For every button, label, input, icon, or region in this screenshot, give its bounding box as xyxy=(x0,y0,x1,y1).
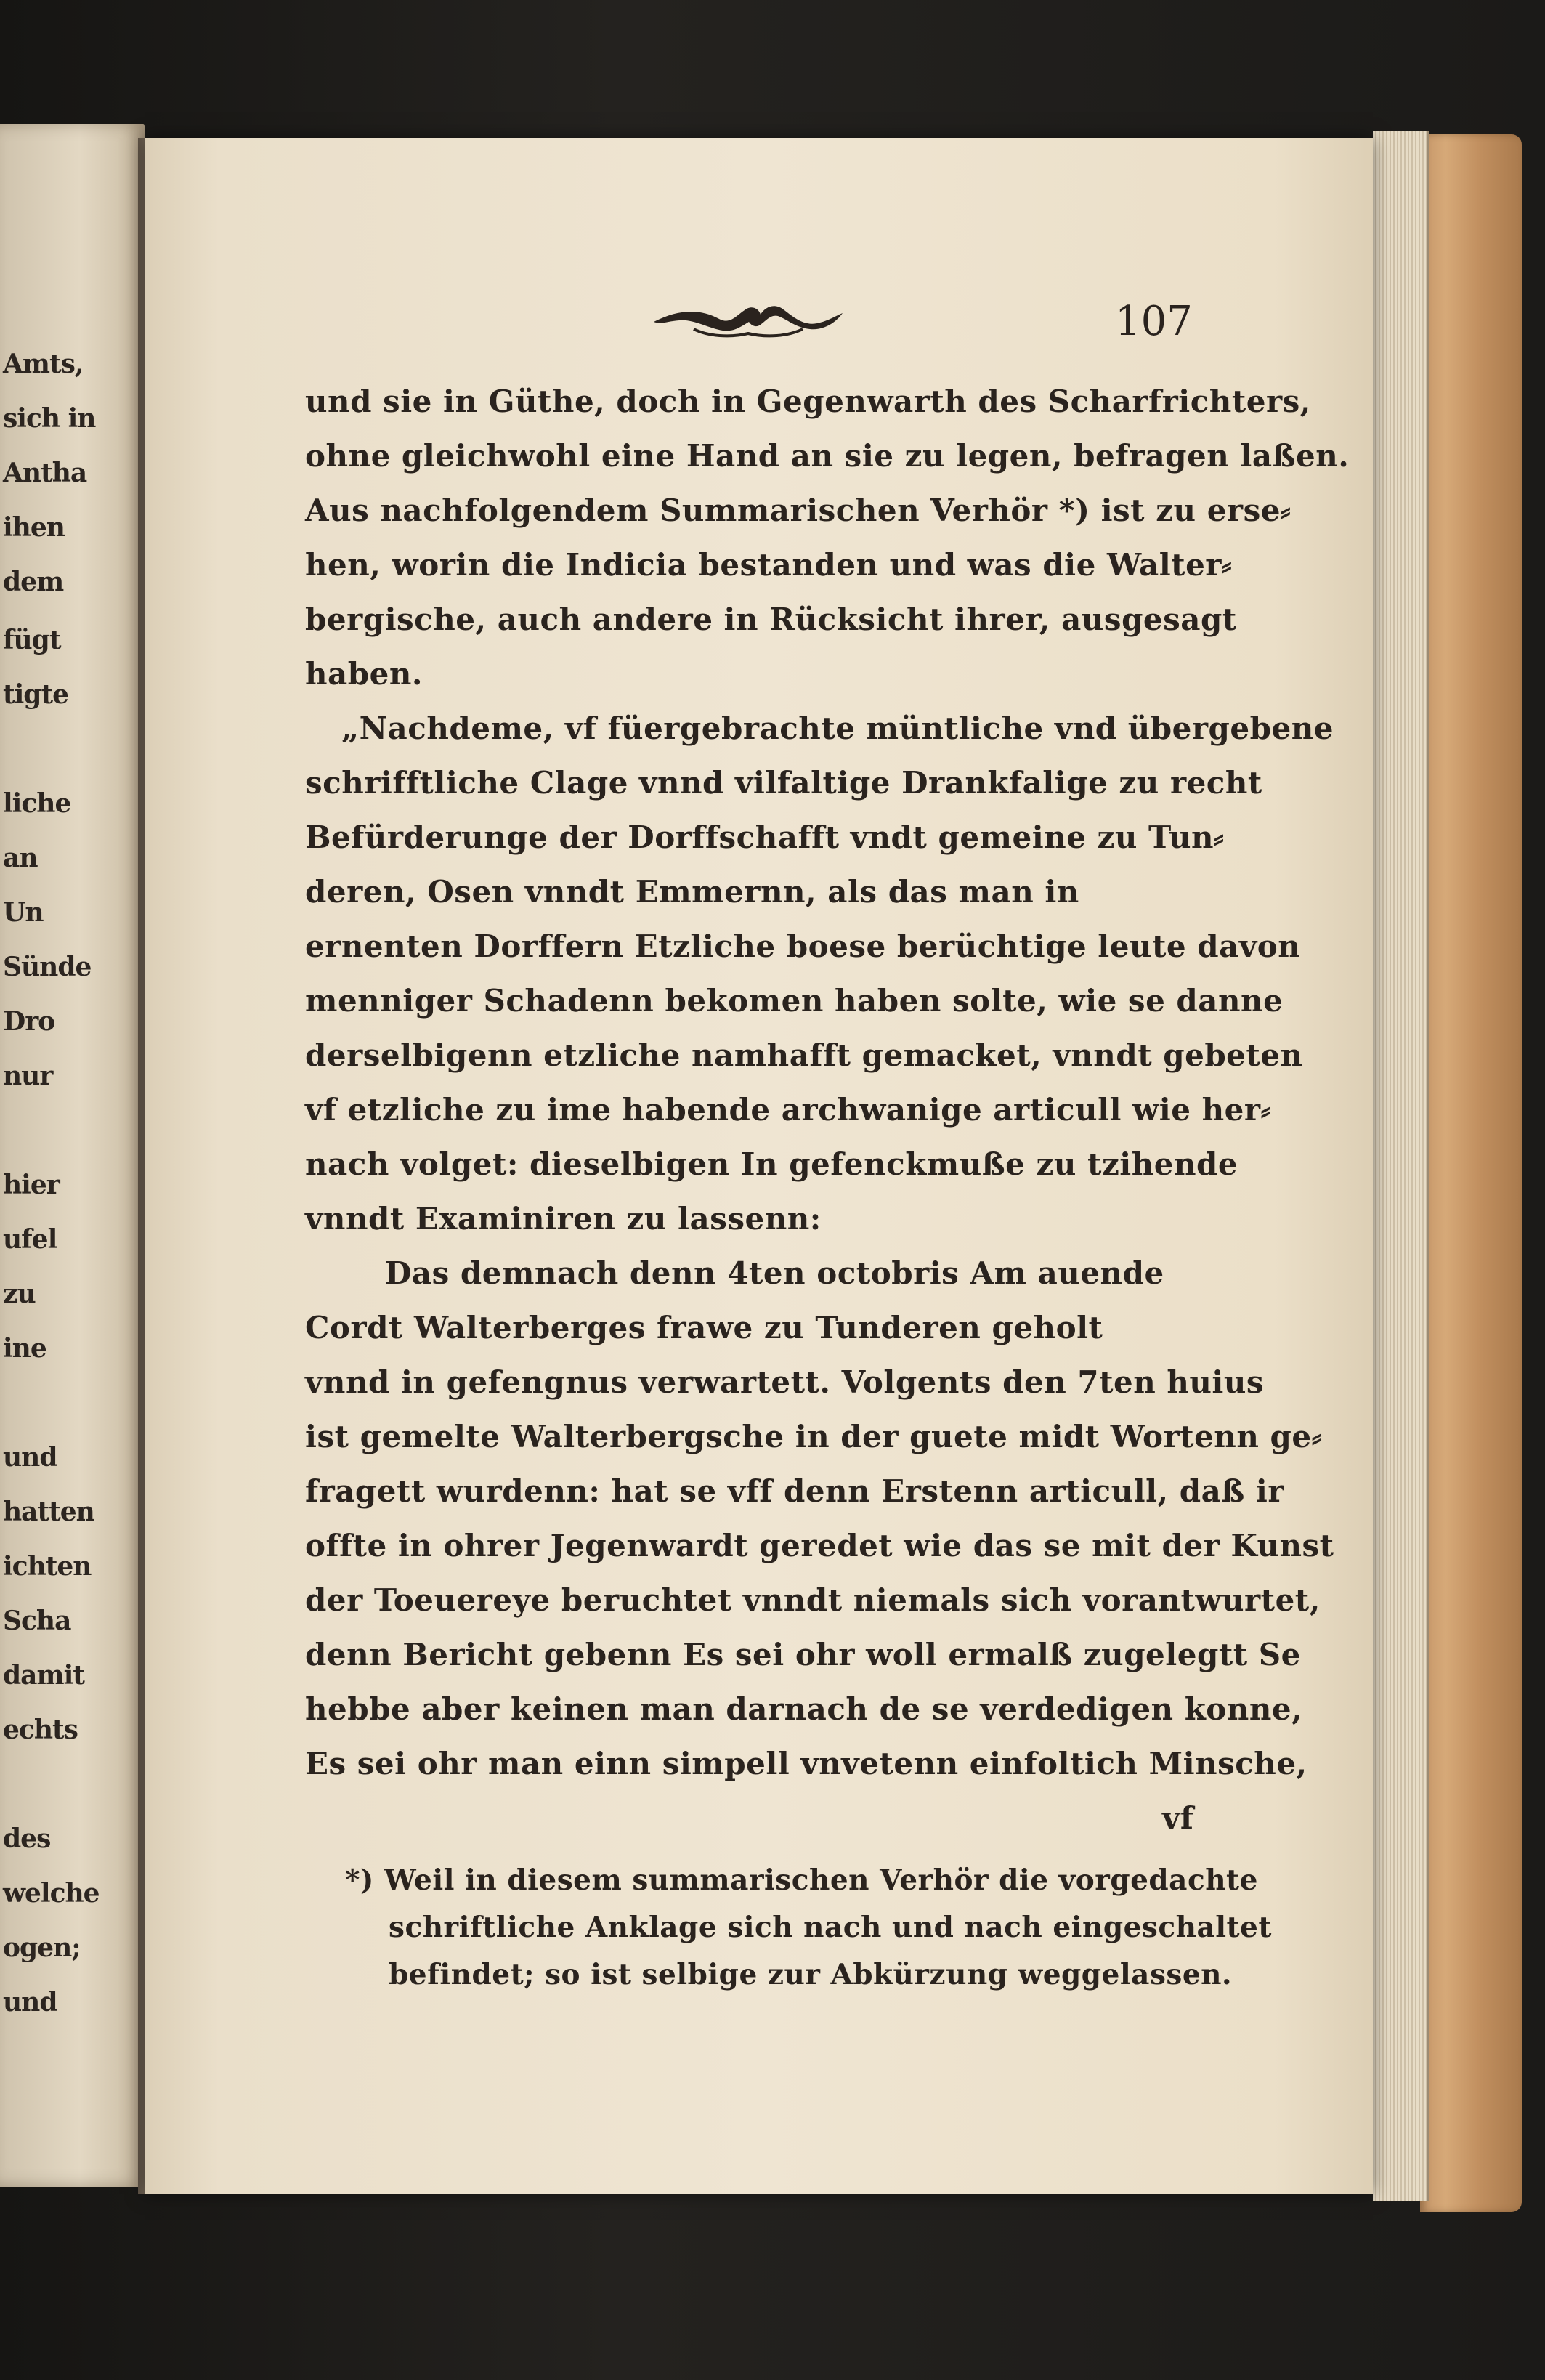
text-line: vnnd in gefengnus verwartett. Volgents den 7ten huius xyxy=(305,1364,1265,1400)
text-line: menniger Schadenn bekomen haben solte, wie se danne xyxy=(305,983,1284,1019)
page-edges xyxy=(1373,131,1429,2201)
footnote-line: befindet; so ist selbige zur Abkürzung weggelassen. xyxy=(389,1958,1233,1991)
left-page-fragment: an xyxy=(3,843,38,873)
text-line: Befürderunge der Dorffschafft vndt gemeine zu Tun⸗ xyxy=(305,819,1225,855)
text-line: nach volget: dieselbigen In gefenckmuße zu tzihende xyxy=(305,1146,1238,1182)
left-page-fragment: Un xyxy=(3,897,44,928)
text-line: vf etzliche zu ime habende archwanige articull wie her⸗ xyxy=(305,1092,1271,1128)
left-page-fragment: hatten xyxy=(3,1497,94,1527)
text-line: „Nachdeme, vf füergebrachte müntliche vnd übergebene xyxy=(341,711,1334,746)
text-line: schrifftliche Clage vnnd vilfaltige Drankfalige zu recht xyxy=(305,765,1262,801)
text-line: hen, worin die Indicia bestanden und was die Walter⸗ xyxy=(305,547,1233,583)
text-line: hebbe aber keinen man darnach de se verdedigen konne, xyxy=(305,1691,1303,1727)
text-line: ist gemelte Walterbergsche in der guete midt Wortenn ge⸗ xyxy=(305,1419,1323,1454)
left-page-fragment: und xyxy=(3,1987,57,2017)
text-line: haben. xyxy=(305,656,423,692)
text-line: und sie in Güthe, doch in Gegenwarth des Scharfrichters, xyxy=(305,384,1311,419)
footnote-line: *) Weil in diesem summarischen Verhör die vorgedachte xyxy=(345,1863,1258,1897)
left-page-fragment: ine xyxy=(3,1333,46,1364)
left-page-fragment: Dro xyxy=(3,1006,55,1037)
text-line: Das demnach denn 4ten octobris Am auende xyxy=(385,1255,1164,1291)
left-page-fragment: nur xyxy=(3,1061,53,1091)
text-line: der Toeuereye beruchtet vnndt niemals sich vorantwurtet, xyxy=(305,1582,1321,1618)
text-line: bergische, auch andere in Rücksicht ihrer, ausgesagt xyxy=(305,602,1237,637)
ornament-icon xyxy=(650,294,846,345)
text-line: Es sei ohr man einn simpell vnvetenn einfoltich Minsche, xyxy=(305,1746,1307,1781)
left-page-fragment: echts xyxy=(3,1715,78,1745)
left-page-fragment: fügt xyxy=(3,625,61,655)
left-page-fragment: Sünde xyxy=(3,952,92,982)
book-cover-edge xyxy=(1420,134,1522,2212)
left-page-fragment: ogen; xyxy=(3,1932,81,1963)
left-page-fragment: sich in xyxy=(3,403,96,434)
left-page-fragment: des xyxy=(3,1824,51,1854)
footnote-line: schriftliche Anklage sich nach und nach eingeschaltet xyxy=(389,1911,1272,1944)
left-page-fragment: hier xyxy=(3,1170,60,1200)
text-line: denn Bericht gebenn Es sei ohr woll ermalß zugelegtt Se xyxy=(305,1637,1301,1672)
text-line: vnndt Examiniren zu lassenn: xyxy=(305,1201,822,1236)
left-page-fragment: ihen xyxy=(3,512,65,543)
page-number: 107 xyxy=(1115,298,1193,345)
text-line: Cordt Walterberges frawe zu Tunderen geholt xyxy=(305,1310,1103,1345)
text-line: offte in ohrer Jegenwardt geredet wie das se mit der Kunst xyxy=(305,1528,1334,1563)
text-line: ohne gleichwohl eine Hand an sie zu legen, befragen laßen. xyxy=(305,438,1350,474)
left-page-fragment: welche xyxy=(3,1878,100,1909)
left-page-fragment: Amts, xyxy=(3,349,84,379)
left-page-fragment: liche xyxy=(3,788,71,819)
text-line: derselbigenn etzliche namhafft gemacket, vnndt gebeten xyxy=(305,1037,1303,1073)
text-line: Aus nachfolgendem Summarischen Verhör *) ist zu erse⸗ xyxy=(305,493,1291,528)
left-page xyxy=(0,124,145,2187)
catchword: vf xyxy=(1162,1800,1194,1836)
left-page-fragment: ufel xyxy=(3,1224,57,1255)
text-line: fragett wurdenn: hat se vff denn Erstenn articull, daß ir xyxy=(305,1473,1284,1509)
left-page-fragment: damit xyxy=(3,1660,84,1691)
text-line: deren, Osen vnndt Emmernn, als das man in xyxy=(305,874,1079,910)
text-line: ernenten Dorffern Etzliche boese berüchtige leute davon xyxy=(305,928,1301,964)
left-page-fragment: Scha xyxy=(3,1606,71,1636)
left-page-fragment: ichten xyxy=(3,1551,92,1582)
left-page-fragment: zu xyxy=(3,1279,36,1309)
left-page-fragment: und xyxy=(3,1442,57,1473)
left-page-fragment: tigte xyxy=(3,679,69,710)
left-page-fragment: Antha xyxy=(3,458,87,488)
left-page-fragment: dem xyxy=(3,567,64,597)
